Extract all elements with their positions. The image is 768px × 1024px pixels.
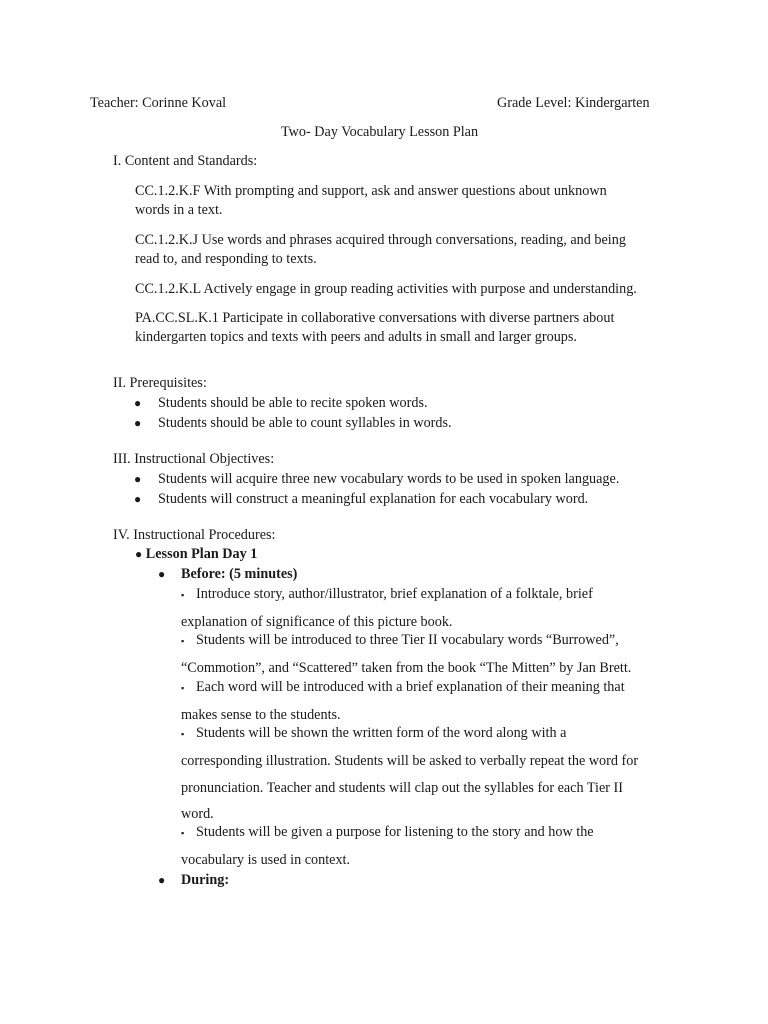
procedure-line: vocabulary is used in context. <box>181 852 351 868</box>
procedure-line: Introduce story, author/illustrator, brief explanation of a folktale, brief <box>196 586 593 602</box>
standard-line: words in a text. <box>135 202 223 218</box>
square-bullet-icon: ▪ <box>181 636 185 646</box>
grade-level: Grade Level: Kindergarten <box>497 95 650 111</box>
bullet-icon: ● <box>134 472 142 486</box>
procedure-line: pronunciation. Teacher and students will clap out the syllables for each Tier II <box>181 780 623 796</box>
square-bullet-icon: ▪ <box>181 828 185 838</box>
procedure-line: Students will be shown the written form of the word along with a <box>196 725 567 741</box>
bullet-icon: ● <box>134 415 142 430</box>
standard-line: CC.1.2.K.L Actively engage in group reading activities with purpose and understanding. <box>135 281 637 297</box>
lesson-day-1 <box>135 546 257 563</box>
bullet-icon: ● <box>134 491 142 506</box>
prerequisites-list <box>134 394 452 433</box>
standard-item <box>135 280 637 299</box>
section-heading-content-standards: I. Content and Standards: <box>113 153 258 169</box>
standard-item <box>135 231 626 269</box>
section-heading-procedures: IV. Instructional Procedures: <box>113 527 276 543</box>
procedure-line: makes sense to the students. <box>181 707 341 723</box>
before-label: Before: (5 minutes) <box>181 566 298 582</box>
procedure-line: Students will be given a purpose for listening to the story and how the <box>196 824 594 840</box>
list-item-text: Students will construct a meaningful explanation for each vocabulary word. <box>158 490 589 507</box>
list-item-text: Students should be able to recite spoken words. <box>158 395 428 411</box>
list-item <box>134 490 619 510</box>
lesson-day-label: Lesson Plan Day 1 <box>145 546 258 562</box>
square-bullet-icon: ▪ <box>181 590 185 600</box>
procedure-line: corresponding illustration. Students will be asked to verbally repeat the word for <box>181 753 639 769</box>
standard-item <box>135 309 614 347</box>
procedure-line: Students will be introduced to three Tier II vocabulary words “Burrowed”, <box>196 632 619 648</box>
standard-line: CC.1.2.K.J Use words and phrases acquired through conversations, reading, and being <box>135 232 626 248</box>
standard-item <box>135 182 607 220</box>
list-item <box>134 470 620 490</box>
procedure-line: word. <box>181 806 214 822</box>
list-item <box>134 414 452 434</box>
section-heading-prerequisites: II. Prerequisites: <box>113 375 207 391</box>
section-heading-objectives: III. Instructional Objectives: <box>113 451 275 467</box>
teacher-name: Teacher: Corinne Koval <box>90 95 227 111</box>
bullet-icon: ● <box>134 396 142 410</box>
during-label: During: <box>181 872 230 888</box>
list-item-text: Students should be able to count syllables in words. <box>158 414 452 431</box>
procedure-line: “Commotion”, and “Scattered” taken from the book “The Mitten” by Jan Brett. <box>181 660 632 676</box>
during-phase <box>158 872 229 889</box>
objectives-list <box>134 470 620 509</box>
procedure-line: explanation of significance of this picture book. <box>181 614 453 630</box>
bullet-icon: ● <box>135 547 143 561</box>
standard-line: PA.CC.SL.K.1 Participate in collaborative conversations with diverse partners about <box>135 310 615 326</box>
list-item-text: Students will acquire three new vocabulary words to be used in spoken language. <box>158 471 620 487</box>
procedure-line: Each word will be introduced with a brief explanation of their meaning that <box>196 679 625 695</box>
standard-line: kindergarten topics and texts with peers and adults in small and larger groups. <box>135 329 577 345</box>
square-bullet-icon: ▪ <box>181 729 185 739</box>
list-item <box>134 394 452 414</box>
bullet-icon: ● <box>158 567 166 581</box>
document-title: Two- Day Vocabulary Lesson Plan <box>281 124 479 140</box>
bullet-icon: ● <box>158 873 166 887</box>
square-bullet-icon: ▪ <box>181 683 185 693</box>
before-phase <box>158 566 297 583</box>
standard-line: CC.1.2.K.F With prompting and support, ask and answer questions about unknown <box>135 183 607 199</box>
standard-line: read to, and responding to texts. <box>135 251 317 267</box>
